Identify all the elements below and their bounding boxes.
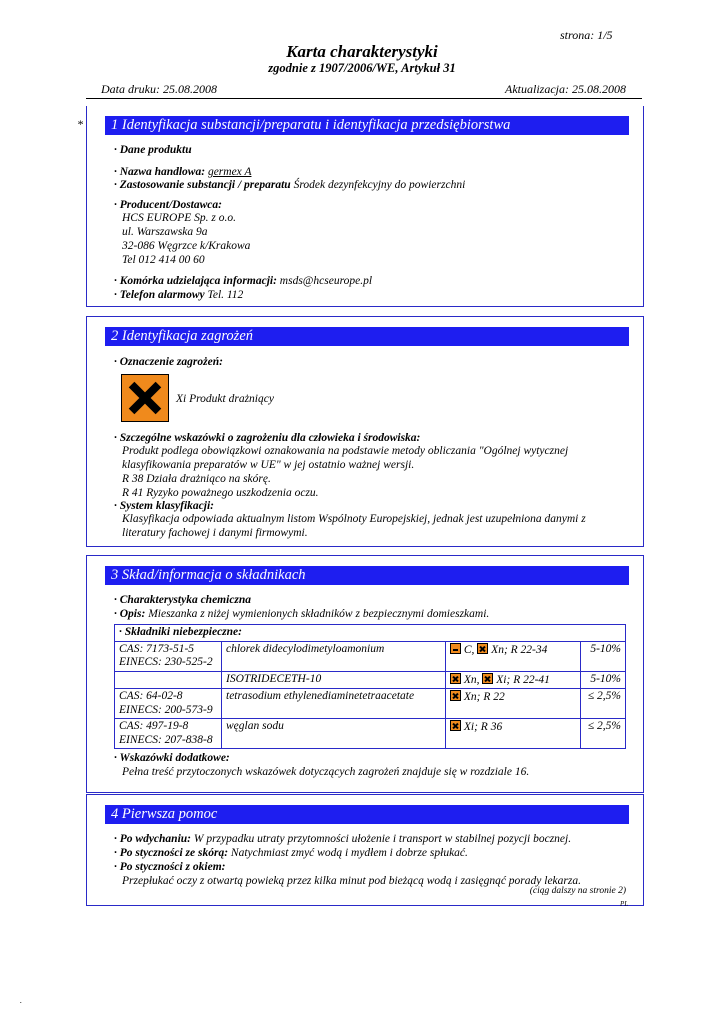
irritant-icon bbox=[482, 673, 493, 684]
description-row: · Opis: Mieszanka z niżej wymienionych składników z bezpiecznymi domieszkami. bbox=[114, 608, 490, 620]
print-date: Data druku: 25.08.2008 bbox=[101, 82, 217, 96]
supplier-line: Tel 012 414 00 60 bbox=[122, 254, 205, 266]
component-percent: ≤ 2,5% bbox=[581, 689, 626, 719]
component-name: węglan sodu bbox=[222, 719, 446, 749]
classification-system-text: Klasyfikacja odpowiada aktualnym listom Wspólnoty Europejskiej, jednak jest uzupełniona danymi z literatury fachowej i danymi firmowymi. bbox=[122, 513, 586, 539]
table-row bbox=[115, 641, 626, 671]
supplier-line: ul. Warszawska 9a bbox=[122, 226, 208, 238]
trade-name-row: · Nazwa handlowa: germex A bbox=[114, 166, 252, 178]
trade-name-value: germex A bbox=[207, 166, 252, 178]
component-class: Xi; R 36 bbox=[446, 719, 581, 749]
component-name: ISOTRIDECETH-10 bbox=[222, 671, 446, 689]
harmful-icon bbox=[450, 673, 461, 684]
additional-info-label: · Wskazówki dodatkowe: bbox=[114, 752, 230, 764]
irritant-icon bbox=[450, 720, 461, 731]
table-row bbox=[115, 671, 626, 689]
classification-system-label: · System klasyfikacji: bbox=[114, 500, 214, 512]
language-code: PL bbox=[620, 900, 629, 908]
page-number: strona: 1/5 bbox=[560, 28, 613, 42]
use-row: · Zastosowanie substancji / preparatu Środek dezynfekcyjny do powierzchni bbox=[114, 179, 466, 191]
section-1-heading: 1 Identyfikacja substancji/preparatu i identyfikacja przedsiębiorstwa bbox=[105, 116, 629, 135]
supplier-label: · Producent/Dostawca: bbox=[114, 199, 222, 211]
hazard-marking-label: · Oznaczenie zagrożeń: bbox=[114, 356, 223, 368]
phone-row: · Telefon alarmowy Tel. 112 bbox=[114, 289, 244, 301]
section-2-heading: 2 Identyfikacja zagrożeń bbox=[105, 327, 629, 346]
harmful-icon bbox=[450, 690, 461, 701]
component-percent: ≤ 2,5% bbox=[581, 719, 626, 749]
component-class: Xn; R 22 bbox=[446, 689, 581, 719]
table-row bbox=[115, 689, 626, 719]
document-title: Karta charakterystyki bbox=[286, 42, 438, 61]
page-mark: . bbox=[20, 996, 22, 1005]
inhalation-row: · Po wdychaniu: W przypadku utraty przytomności ułożenie i transport w stabilnej pozycji bocznej. bbox=[114, 833, 572, 845]
info-row: · Komórka udzielająca informacji: msds@hcseurope.pl bbox=[114, 275, 373, 287]
skin-contact-row: · Po styczności ze skórą: Natychmiast zmyć wodą i mydłem i dobrze spłukać. bbox=[114, 847, 468, 859]
hazard-symbol-text: Xi Produkt drażniący bbox=[176, 393, 274, 405]
section-4-heading: 4 Pierwsza pomoc bbox=[105, 805, 629, 824]
change-marker: * bbox=[77, 117, 83, 131]
component-ids bbox=[115, 671, 222, 689]
component-ids: CAS: 64-02-8 EINECS: 200-573-9 bbox=[115, 689, 222, 719]
corrosive-icon bbox=[450, 643, 461, 654]
chem-characteristics-label: · Charakterystyka chemiczna bbox=[114, 594, 252, 606]
risk-phrase-r41: R 41 Ryzyko poważnego uszkodzenia oczu. bbox=[122, 487, 319, 499]
eye-contact-label: · Po styczności z okiem: bbox=[114, 861, 226, 873]
hazardous-components-label: · Składniki niebezpieczne: bbox=[115, 625, 626, 642]
special-hazards-label: · Szczególne wskazówki o zagrożeniu dla człowieka i środowiska: bbox=[114, 432, 421, 444]
continued-note: (ciąg dalszy na stronie 2) bbox=[529, 886, 626, 896]
component-class: C, Xn; R 22-34 bbox=[446, 641, 581, 671]
supplier-line: 32-086 Węgrzce k/Krakowa bbox=[122, 240, 251, 252]
special-hazards-text: Produkt podlega obowiązkowi oznakowania na podstawie metody obliczania "Ogólnej wytycznej klasyfikowania preparatów w UE" w jej ostatnio ważnej wersji. bbox=[122, 445, 569, 471]
risk-phrase-r38: R 38 Działa drażniąco na skórę. bbox=[122, 473, 271, 485]
table-row bbox=[115, 719, 626, 749]
document-subtitle: zgodnie z 1907/2006/WE, Artykuł 31 bbox=[268, 61, 456, 75]
irritant-hazard-icon bbox=[121, 374, 169, 422]
hazardous-components-table bbox=[114, 624, 626, 749]
component-ids: CAS: 7173-51-5 EINECS: 230-525-2 bbox=[115, 641, 222, 671]
update-date: Aktualizacja: 25.08.2008 bbox=[505, 82, 626, 96]
supplier-line: HCS EUROPE Sp. z o.o. bbox=[122, 212, 237, 224]
component-percent: 5-10% bbox=[581, 671, 626, 689]
component-ids: CAS: 497-19-8 EINECS: 207-838-8 bbox=[115, 719, 222, 749]
component-name: tetrasodium ethylenediaminetetraacetate bbox=[222, 689, 446, 719]
additional-info-text: Pełna treść przytoczonych wskazówek dotyczących zagrożeń znajduje się w rozdziale 16. bbox=[122, 766, 530, 778]
header-divider bbox=[86, 98, 642, 99]
table-header-row bbox=[115, 625, 626, 642]
component-class: Xn, Xi; R 22-41 bbox=[446, 671, 581, 689]
component-percent: 5-10% bbox=[581, 641, 626, 671]
eye-contact-text: Przepłukać oczy z otwartą powieką przez kilka minut pod bieżącą wodą i zasięgnąć porady lekarza. bbox=[122, 875, 581, 887]
product-data-label: · Dane produktu bbox=[114, 144, 192, 156]
component-name: chlorek didecylodimetyloamonium bbox=[222, 641, 446, 671]
section-3-heading: 3 Skład/informacja o składnikach bbox=[105, 566, 629, 585]
harmful-icon bbox=[477, 643, 488, 654]
